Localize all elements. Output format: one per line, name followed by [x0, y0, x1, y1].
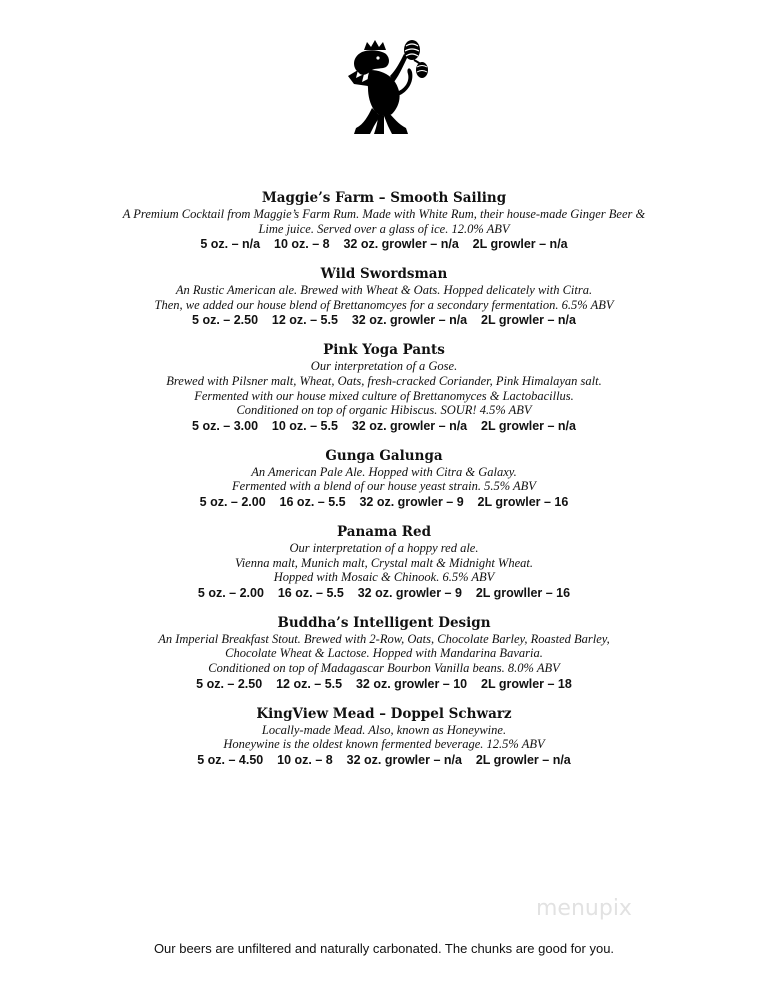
footer-note: Our beers are unfiltered and naturally carbonated. The chunks are good for you.	[153, 941, 615, 956]
item-name: Gunga Galunga	[325, 447, 443, 464]
lion-crest-logo	[334, 36, 438, 140]
menu-item	[0, 615, 768, 692]
item-prices: 5 oz. – n/a 10 oz. – 8 32 oz. growler – n/a 2L growler – n/a	[200, 237, 568, 252]
item-name: Wild Swordsman	[320, 266, 448, 283]
item-description-line: An American Pale Ale. Hopped with Citra & Galaxy.	[251, 464, 517, 479]
item-description-line: An Rustic American ale. Brewed with Wheat & Oats. Hopped delicately with Citra.	[175, 283, 593, 298]
item-prices: 5 oz. – 3.00 10 oz. – 5.5 32 oz. growler – n/a 2L growler – n/a	[192, 418, 576, 433]
item-description-line: Honeywine is the oldest known fermented beverage. 12.5% ABV	[223, 737, 545, 752]
item-description-line: Locally-made Mead. Also, known as Honeywine.	[261, 722, 507, 737]
menupix-watermark: menupix	[536, 896, 632, 921]
item-description-line: Our interpretation of a hoppy red ale.	[289, 540, 479, 555]
item-prices: 5 oz. – 2.00 16 oz. – 5.5 32 oz. growler – 9 2L growler – 16	[199, 494, 569, 509]
item-description-line: Vienna malt, Munich malt, Crystal malt & Midnight Wheat.	[234, 555, 533, 570]
beer-menu	[0, 190, 768, 782]
item-description-line: Our interpretation of a Gose.	[310, 359, 458, 374]
item-name: KingView Mead – Doppel Schwarz	[256, 705, 512, 722]
menu-item	[0, 342, 768, 433]
item-name: Maggie’s Farm – Smooth Sailing	[261, 190, 507, 206]
item-description-line: Fermented with a blend of our house yeast strain. 5.5% ABV	[232, 479, 536, 494]
menu-item	[0, 448, 768, 510]
item-description-line: Conditioned on top of organic Hibiscus. SOUR! 4.5% ABV	[236, 403, 532, 418]
menu-item	[0, 524, 768, 601]
item-description-line: Fermented with our house mixed culture of Brettanomyces & Lactobacillus.	[194, 388, 574, 403]
menu-item	[0, 706, 768, 768]
item-description-line: Then, we added our house blend of Brettanomcyes for a secondary fermentation. 6.5% ABV	[154, 297, 614, 312]
item-description-line: A Premium Cocktail from Maggie’s Farm Rum. Made with White Rum, their house-made Ginger Beer &	[122, 207, 646, 221]
item-description-line: An Imperial Breakfast Stout. Brewed with 2-Row, Oats, Chocolate Barley, Roasted Barley,	[158, 631, 610, 646]
item-name: Buddha’s Intelligent Design	[277, 614, 491, 631]
item-prices: 5 oz. – 2.00 16 oz. – 5.5 32 oz. growler – 9 2L growller – 16	[197, 585, 571, 600]
item-name: Panama Red	[336, 523, 432, 540]
item-description-line: Lime juice. Served over a glass of ice. 12.0% ABV	[258, 221, 510, 236]
item-prices: 5 oz. – 2.50 12 oz. – 5.5 32 oz. growler – 10 2L growler – 18	[196, 676, 572, 691]
item-description-line: Brewed with Pilsner malt, Wheat, Oats, fresh-cracked Coriander, Pink Himalayan salt.	[166, 373, 602, 388]
crown-icon	[364, 40, 386, 50]
item-prices: 5 oz. – 4.50 10 oz. – 8 32 oz. growler – n/a 2L growler – n/a	[197, 752, 571, 767]
item-prices: 5 oz. – 2.50 12 oz. – 5.5 32 oz. growler – n/a 2L growler – n/a	[192, 313, 576, 328]
item-description-line: Chocolate Wheat & Lactose. Hopped with Mandarina Bavaria.	[225, 646, 543, 661]
menu-item	[0, 190, 768, 252]
item-description-line: Hopped with Mosaic & Chinook. 6.5% ABV	[273, 570, 495, 585]
item-name: Pink Yoga Pants	[323, 342, 445, 359]
item-description-line: Conditioned on top of Madagascar Bourbon Vanilla beans. 8.0% ABV	[208, 660, 560, 675]
menu-item	[0, 266, 768, 328]
